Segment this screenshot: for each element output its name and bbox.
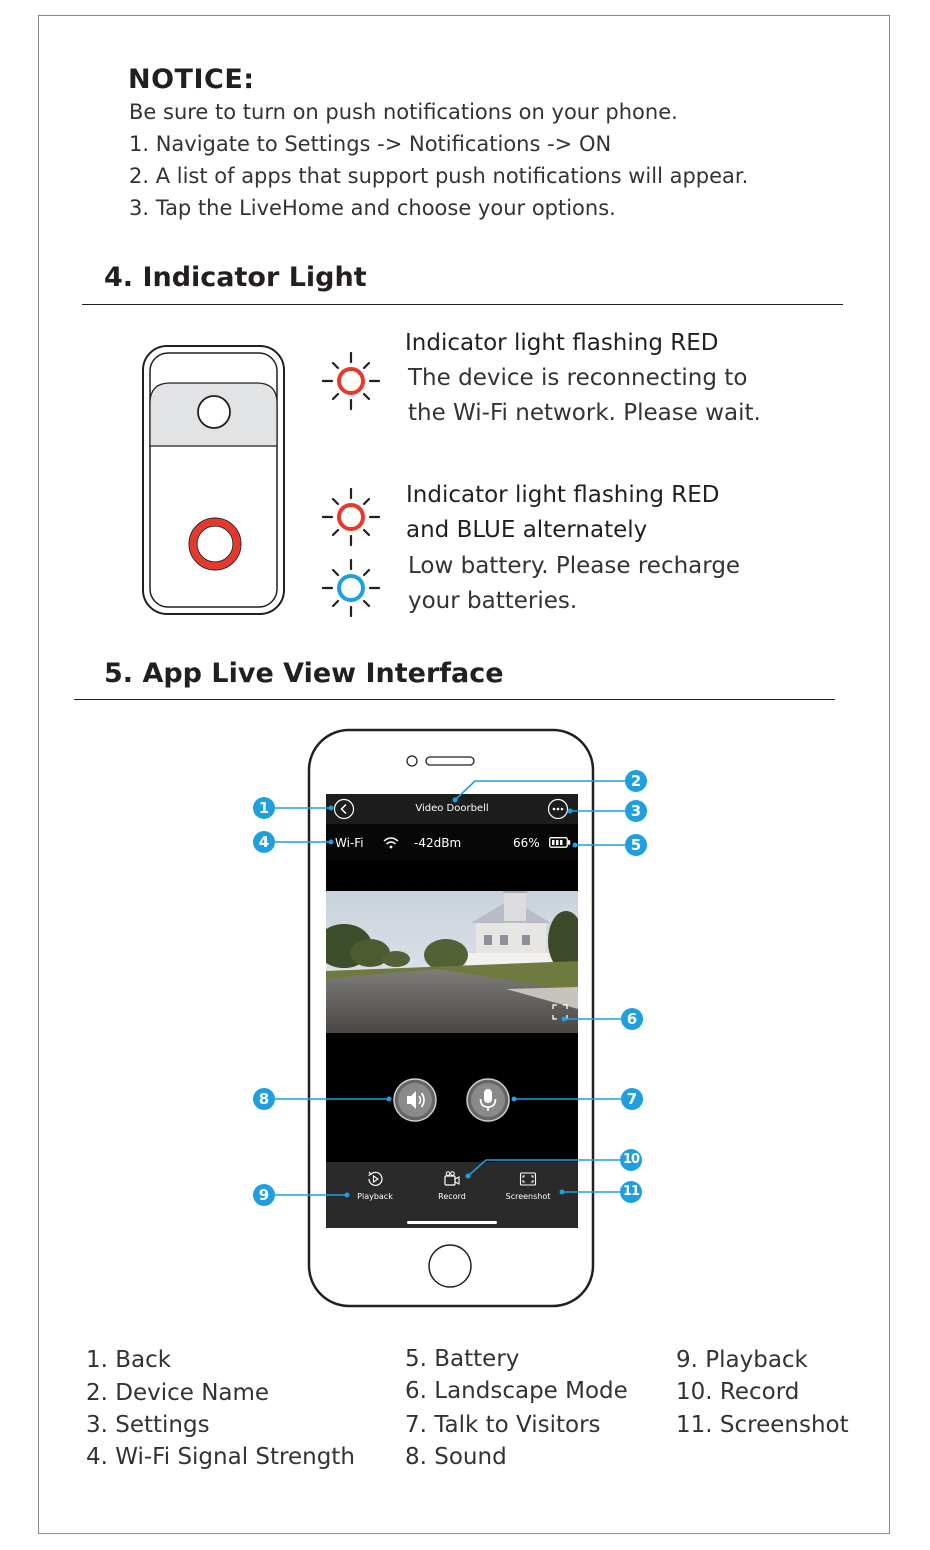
callout-badge: 9: [253, 1184, 275, 1206]
callout-badge: 2: [625, 770, 647, 792]
device-name-title: Video Doorbell: [415, 803, 489, 814]
playback-button[interactable]: Playback: [357, 1192, 393, 1201]
callout-badge: 5: [625, 834, 647, 856]
callout-badge: 1: [253, 797, 275, 819]
callout-badge: 11: [620, 1181, 642, 1203]
indicator-description: the Wi-Fi network. Please wait.: [408, 400, 761, 426]
battery-percent: 66%: [513, 836, 540, 850]
indicator-heading: Indicator light flashing RED: [405, 330, 719, 356]
legend-item: 4. Wi-Fi Signal Strength: [86, 1444, 355, 1470]
legend-item: 8. Sound: [405, 1444, 507, 1470]
record-button[interactable]: Record: [438, 1192, 466, 1201]
notice-line: 1. Navigate to Settings -> Notifications -> ON: [129, 132, 612, 156]
app-section-title: 5. App Live View Interface: [104, 658, 504, 689]
legend-item: 2. Device Name: [86, 1380, 270, 1406]
callout-badge: 4: [253, 831, 275, 853]
screenshot-button[interactable]: Screenshot: [505, 1192, 551, 1201]
legend-item: 5. Battery: [405, 1346, 520, 1372]
callout-badge: 8: [253, 1088, 275, 1110]
callout-badge: 6: [621, 1008, 643, 1030]
indicator-heading: and BLUE alternately: [406, 517, 648, 543]
indicator-description: your batteries.: [408, 588, 578, 614]
callout-badge: 7: [621, 1088, 643, 1110]
callout-badge: 3: [625, 800, 647, 822]
wifi-label: Wi-Fi: [335, 836, 364, 850]
indicator-heading: Indicator light flashing RED: [406, 482, 720, 508]
notice-line: 3. Tap the LiveHome and choose your options.: [129, 196, 616, 220]
legend-item: 1. Back: [86, 1347, 172, 1373]
indicator-section-title: 4. Indicator Light: [104, 262, 367, 293]
notice-line: Be sure to turn on push notifications on your phone.: [129, 100, 678, 124]
legend-item: 11. Screenshot: [676, 1412, 849, 1438]
legend-item: 7. Talk to Visitors: [405, 1412, 601, 1438]
legend-item: 9. Playback: [676, 1347, 808, 1373]
legend-item: 6. Landscape Mode: [405, 1378, 628, 1404]
signal-strength-value: -42dBm: [414, 836, 462, 850]
legend-item: 10. Record: [676, 1379, 800, 1405]
indicator-description: Low battery. Please recharge: [408, 553, 741, 579]
callout-badge: 10: [620, 1149, 642, 1171]
notice-title: NOTICE:: [128, 64, 255, 95]
legend-item: 3. Settings: [86, 1412, 210, 1438]
notice-line: 2. A list of apps that support push notifications will appear.: [129, 164, 749, 188]
indicator-description: The device is reconnecting to: [408, 365, 748, 391]
